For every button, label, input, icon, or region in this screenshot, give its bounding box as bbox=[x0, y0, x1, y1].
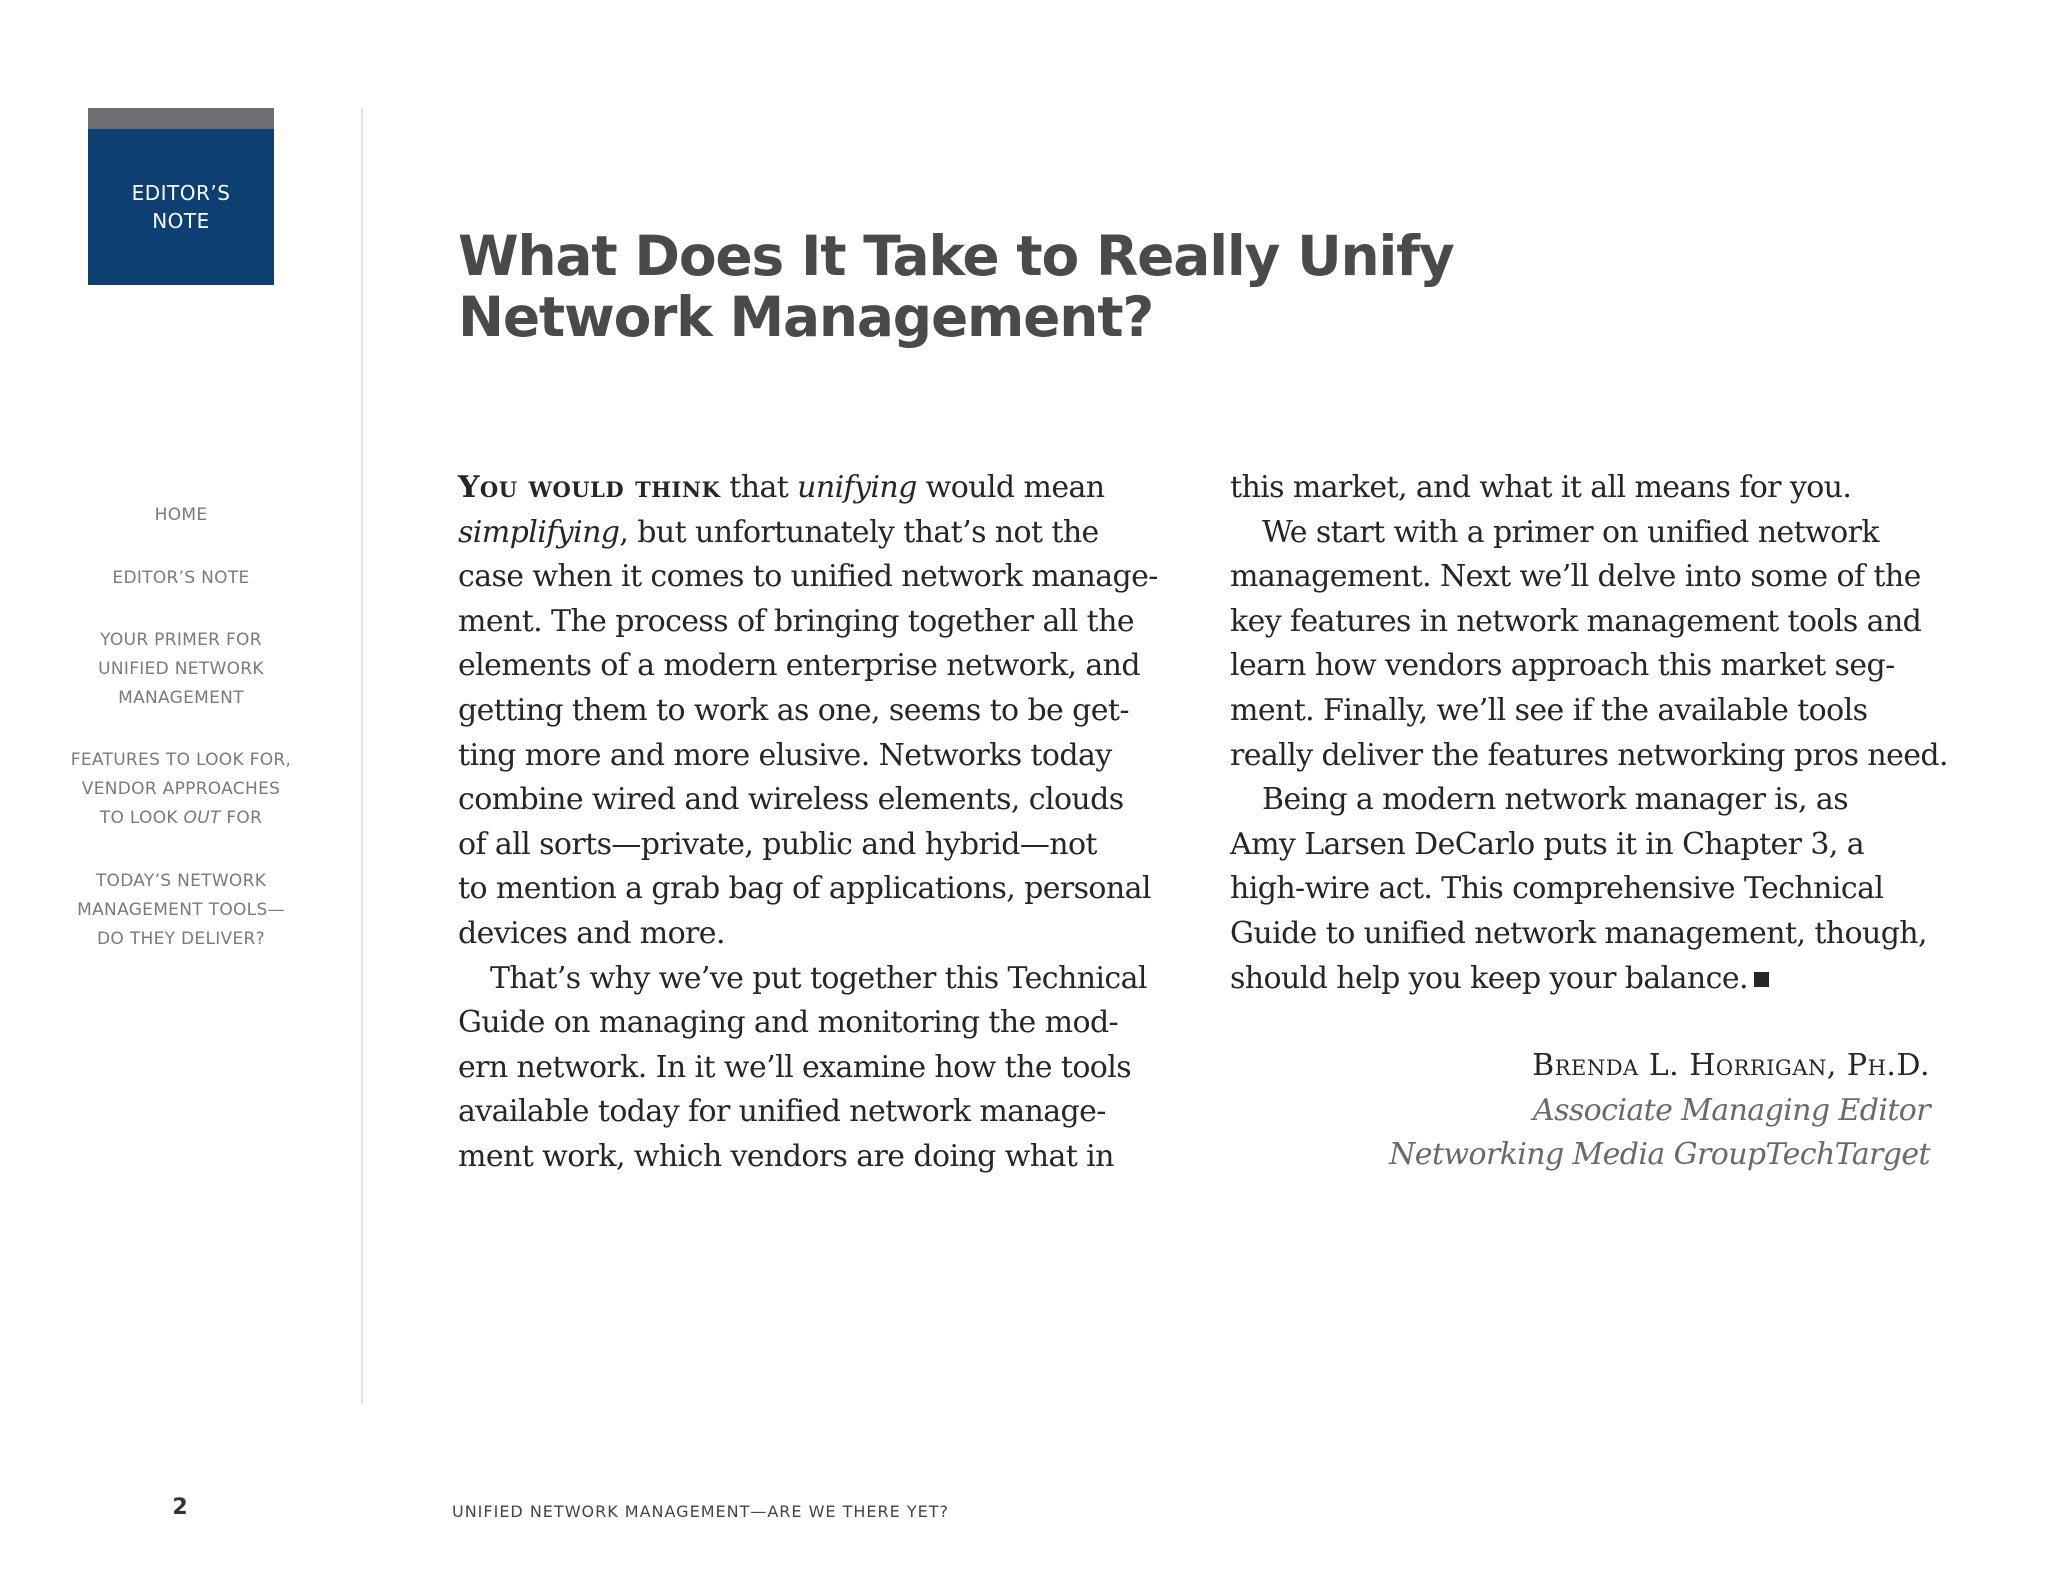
nav-home-link[interactable] bbox=[44, 501, 318, 530]
author-organization: Networking Media GroupTechTarget bbox=[1389, 1137, 1930, 1173]
body-line: really deliver the features networking pros need. bbox=[1230, 737, 1948, 773]
body-line: getting them to work as one, seems to be get- bbox=[458, 692, 1129, 728]
nav-editors-note-link[interactable] bbox=[44, 564, 318, 593]
body-line: to mention a grab bag of applications, personal bbox=[458, 871, 1151, 907]
nav-features-post: FOR bbox=[220, 808, 263, 828]
body-line: Guide on managing and monitoring the mod- bbox=[458, 1005, 1119, 1041]
nav-features-pre: TO LOOK bbox=[99, 808, 184, 828]
body-line: ment. Finally, we’ll see if the available tools bbox=[1230, 692, 1868, 728]
text-run: should help you keep your balance. bbox=[1230, 960, 1748, 996]
body-line: case when it comes to unified network manage- bbox=[458, 559, 1158, 595]
nav-home-label: HOME bbox=[154, 505, 208, 525]
text-run: that bbox=[720, 470, 798, 505]
nav-primer-line: MANAGEMENT bbox=[118, 688, 244, 708]
section-tab-line: EDITOR’S bbox=[131, 181, 231, 205]
body-line: ting more and more elusive. Networks today bbox=[458, 737, 1112, 773]
sidebar bbox=[0, 0, 362, 1582]
nav-primer-line: YOUR PRIMER FOR bbox=[100, 630, 262, 650]
body-line: ern network. In it we’ll examine how the tools bbox=[458, 1049, 1132, 1085]
nav-features-em: OUT bbox=[183, 808, 221, 828]
page-title bbox=[458, 226, 1558, 348]
body-line bbox=[458, 511, 1178, 556]
body-line: elements of a modern enterprise network, and bbox=[458, 648, 1140, 684]
body-line: learn how vendors approach this market seg- bbox=[1230, 648, 1895, 684]
page-title-line: Network Management? bbox=[458, 285, 1154, 349]
text-run: would mean bbox=[916, 470, 1105, 505]
body-column-left bbox=[458, 466, 1178, 1180]
body-line: Guide to unified network management, though, bbox=[1230, 915, 1927, 951]
author-title: Associate Managing Editor bbox=[1533, 1092, 1930, 1128]
body-line: combine wired and wireless elements, clouds bbox=[458, 782, 1124, 818]
nav-tools-line: MANAGEMENT TOOLS— bbox=[77, 900, 285, 920]
body-line-last bbox=[1230, 957, 1930, 1002]
lead-in: You would think bbox=[458, 470, 721, 505]
nav-tools-link[interactable] bbox=[44, 867, 318, 954]
section-tab-editors-note[interactable] bbox=[88, 108, 274, 285]
page-title-line: What Does It Take to Really Unify bbox=[458, 224, 1454, 288]
signature-block bbox=[1389, 1044, 1930, 1178]
body-line: ment work, which vendors are doing what in bbox=[458, 1138, 1114, 1174]
nav-primer-line: UNIFIED NETWORK bbox=[98, 659, 264, 679]
nav-features-line-last bbox=[44, 804, 318, 833]
page-number: 2 bbox=[172, 1495, 188, 1520]
nav-tools-line: DO THEY DELIVER? bbox=[97, 929, 265, 949]
body-line: of all sorts—private, public and hybrid—not bbox=[458, 826, 1097, 862]
nav-primer-link[interactable] bbox=[44, 626, 318, 713]
body-line: high-wire act. This comprehensive Technical bbox=[1230, 871, 1884, 907]
body-line: Amy Larsen DeCarlo puts it in Chapter 3, a bbox=[1230, 826, 1864, 862]
body-line: ment. The process of bringing together all the bbox=[458, 603, 1135, 639]
body-line: devices and more. bbox=[458, 915, 725, 951]
body-line: We start with a primer on unified network bbox=[1262, 514, 1879, 550]
body-line: key features in network management tools and bbox=[1230, 603, 1922, 639]
emphasis: simplifying bbox=[458, 514, 620, 550]
nav-tools-line: TODAY’S NETWORK bbox=[95, 871, 267, 891]
vertical-divider bbox=[361, 108, 363, 1404]
nav-features-line: FEATURES TO LOOK FOR, bbox=[70, 750, 292, 770]
author-name: Brenda L. Horrigan, Ph.D. bbox=[1532, 1048, 1930, 1083]
emphasis: unifying bbox=[797, 470, 917, 505]
nav-features-line: VENDOR APPROACHES bbox=[81, 779, 281, 799]
body-line: Being a modern network manager is, as bbox=[1262, 782, 1848, 818]
body-line: available today for unified network manage- bbox=[458, 1094, 1106, 1130]
nav-features-link[interactable] bbox=[44, 746, 318, 833]
body-line: management. Next we’ll delve into some of the bbox=[1230, 559, 1921, 595]
body-line: That’s why we’ve put together this Technical bbox=[490, 960, 1147, 996]
section-tab-line: NOTE bbox=[152, 209, 210, 233]
nav-editors-note-label: EDITOR’S NOTE bbox=[112, 568, 250, 588]
body-line bbox=[458, 466, 1178, 511]
body-column-right bbox=[1230, 466, 1948, 1001]
text-run: , but unfortunately that’s not the bbox=[619, 514, 1099, 550]
end-mark-icon bbox=[1754, 972, 1769, 987]
body-line: this market, and what it all means for you. bbox=[1230, 470, 1852, 505]
footer-title: UNIFIED NETWORK MANAGEMENT—ARE WE THERE YET? bbox=[452, 1502, 949, 1521]
